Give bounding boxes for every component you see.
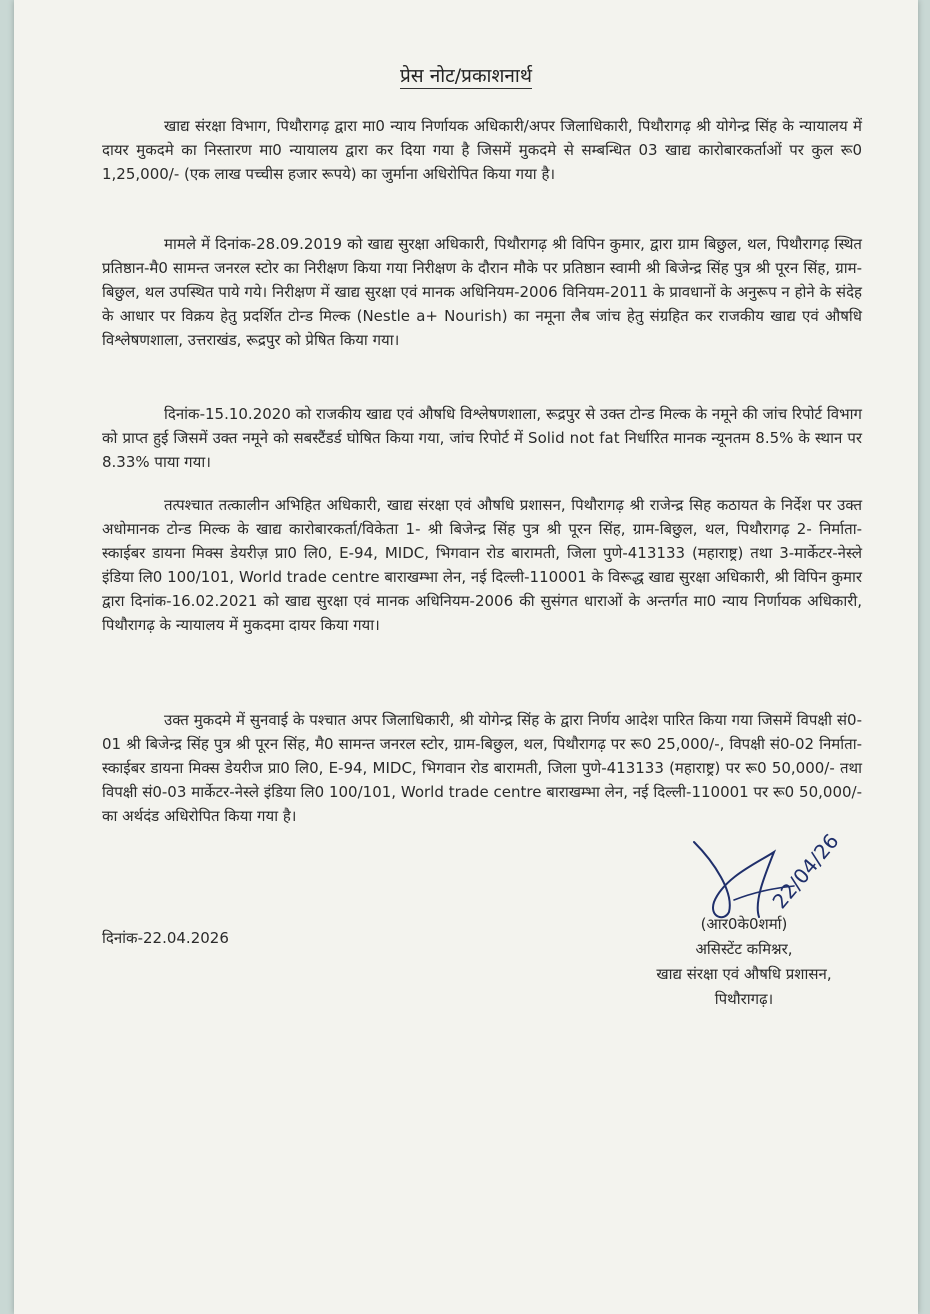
signatory-designation: असिस्टेंट कमिश्नर, (695, 940, 793, 958)
paragraph-1: खाद्य संरक्षा विभाग, पिथौरागढ़ द्वारा मा0 न्याय निर्णायक अधिकारी/अपर जिलाधिकारी, पिथौरागढ़ श्री योगेन्द्र सिंह के न्यायालय में दायर मुकदमे का निस्तारण मा0 न्यायालय द्वारा कर दिया गया है जिसमें मुकदमे से सम्बन्धित 03 खाद्य कारोबारकर्ताओं पर कुल रू0 1,25,000/- (एक लाख पच्चीस हजार रूपये) का जुर्माना अधिरोपित किया गया है। (102, 117, 862, 183)
signatory-name: (आर0के0शर्मा) (700, 915, 788, 933)
signature-date: 22/04/26 (767, 828, 844, 914)
paragraph-5: उक्त मुकदमे में सुनवाई के पश्चात अपर जिलाधिकारी, श्री योगेन्द्र सिंह के द्वारा निर्णय आदेश पारित किया गया जिसमें विपक्षी सं0-01 श्री बिजेन्द्र सिंह पुत्र श्री पूरन सिंह, मै0 सामन्त जनरल स्टोर, ग्राम-बिछुल, थल, पिथौरागढ़ पर रू0 25,000/-, विपक्षी सं0-02 निर्माता- स्काईबर डायना मिक्स डेयरीज प्रा0 लि0, E-94, MIDC, भिगवान रोड बारामती, जिला पुणे-413133 (महाराष्ट्र) पर रू0 50,000/- तथा विपक्षी सं0-03 मार्केटर-नेस्ले इंडिया लि0 100/101, World trade centre बाराखम्भा लेन, नई दिल्ली-110001 पर रू0 50,000/- का अर्थदंड अधिरोपित किया गया है। (102, 711, 862, 825)
document-date: दिनांक-22.04.2026 (102, 929, 229, 947)
signatory-department: खाद्य संरक्षा एवं औषधि प्रशासन, (656, 965, 832, 983)
title-text: प्रेस नोट/प्रकाशनार्थ (400, 65, 532, 87)
paragraph-3: दिनांक-15.10.2020 को राजकीय खाद्य एवं औषधि विश्लेषणशाला, रूद्रपुर से उक्त टोन्ड मिल्क के नमूने की जांच रिपोर्ट विभाग को प्राप्त हुई जिसमें उक्त नमूने को सबस्टैंडर्ड घोषित किया गया, जांच रिपोर्ट में Solid not fat निर्धारित मानक न्यूनतम 8.5% के स्थान पर 8.33% पाया गया। (102, 405, 862, 471)
signature-block (594, 912, 894, 1012)
signatory-location: पिथौरागढ़। (714, 990, 774, 1008)
paragraph-2: मामले में दिनांक-28.09.2019 को खाद्य सुरक्षा अधिकारी, पिथौरागढ़ श्री विपिन कुमार, द्वारा ग्राम बिछुल, थल, पिथौरागढ़ स्थित प्रतिष्ठान-मै0 सामन्त जनरल स्टोर का निरीक्षण किया गया निरीक्षण के दौरान मौके पर प्रतिष्ठान स्वामी श्री बिजेन्द्र सिंह पुत्र श्री पूरन सिंह, ग्राम-बिछुल, थल उपस्थित पाये गये। निरीक्षण में खाद्य सुरक्षा एवं मानक अधिनियम-2006 विनियम-2011 के प्रावधानों के अनुरूप न होने के संदेह के आधार पर विक्रय हेतु प्रदर्शित टोन्ड मिल्क (Nestle a+ Nourish) का नमूना लैब जांच हेतु संग्रहित कर राजकीय खाद्य एवं औषधि विश्लेषणशाला, उत्तराखंड, रूद्रपुर को प्रेषित किया गया। (102, 235, 862, 349)
paragraph-4: तत्पश्चात तत्कालीन अभिहित अधिकारी, खाद्य संरक्षा एवं औषधि प्रशासन, पिथौरागढ़ श्री राजेन्द्र सिह कठायत के निर्देश पर उक्त अधोमानक टोन्ड मिल्क के खाद्य कारोबारकर्ता/विकेता 1- श्री बिजेन्द्र सिंह पुत्र श्री पूरन सिंह, ग्राम-बिछुल, थल, पिथौरागढ़ 2- निर्माता- स्काईबर डायना मिक्स डेयरीज़ प्रा0 लि0, E-94, MIDC, भिगवान रोड बारामती, जिला पुणे-413133 (महाराष्ट्र) तथा 3-मार्केटर-नेस्ले इंडिया लि0 100/101, World trade centre बाराखम्भा लेन, नई दिल्ली-110001 के विरूद्ध खाद्य सुरक्षा अधिकारी, श्री विपिन कुमार द्वारा दिनांक-16.02.2021 को खाद्य सुरक्षा एवं मानक अधिनियम-2006 की सुसंगत धाराओं के अन्तर्गत मा0 न्याय निर्णायक अधिकारी, पिथौरागढ़ के न्यायालय में मुकदमा दायर किया गया। (102, 496, 862, 634)
document-page (14, 0, 918, 1314)
page-title (14, 62, 918, 88)
